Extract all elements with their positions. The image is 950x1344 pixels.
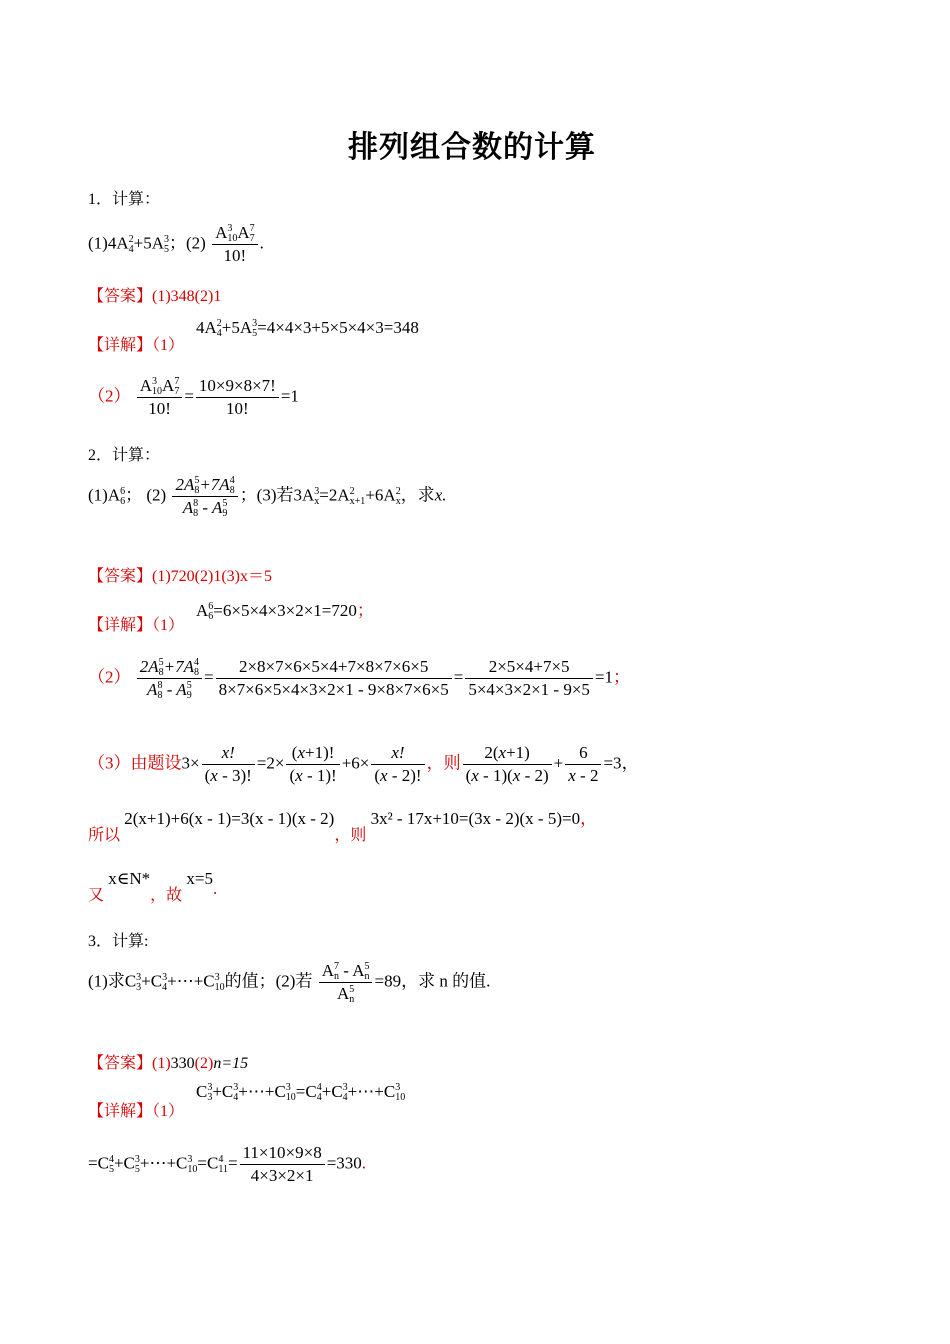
question-1-label: 1．计算： (88, 191, 161, 208)
question-3-label: 3．计算: (88, 933, 149, 950)
answer-1: 【答案】(1)348(2)1 (88, 288, 222, 305)
detail-2-equation-5: 又 x∈N*，故 x=5. (88, 869, 218, 904)
answer-3: 【答案】(1)330(2)n=15 (88, 1055, 249, 1072)
detail-2-equation-3: （3）由题设3× $\frac{x!}{(x - 3)!}$ =2× $\frac{(x+1)!}{(x - 1)!}$ +6× $\frac{x!}{(x - 2)!}$ ，则 $\frac{2(x+1)}{(x - 1)(x - 2)}$ + $\frac{6}{x - 2}$ =3， (88, 743, 639, 785)
question-1-expression: (1)4A 2 4 +5A 3 5 ；(2) A 3 10 A 7 7 10! . (88, 223, 264, 266)
detail-3-equation-1: C 3 3 +C 3 4 +⋯+C 3 10 =C 4 4 +C 3 4 +⋯+C 3 10 (196, 1082, 406, 1104)
detail-1-part-2: （2） A 3 10 A 7 7 10! = $\frac{10\times 9\times 8\times 7!}{10!}$ =1 (88, 376, 299, 419)
question-2-expression: (1)A 6 6 ； (2) 2A 5 8 +7A 4 8 A 8 8 - A 5 9 ；(3)若3A 3 x =2A 2 x+1 +6A 2 x ，求x. (88, 475, 447, 520)
question-2-label: 2．计算： (88, 447, 161, 464)
detail-2-equation-4: 所以 2(x+1)+6(x - 1)=3(x - 1)(x - 2)，则 3x² - 17x+10=(3x - 2)(x - 5)=0， (88, 809, 598, 844)
detail-1-tag: 【详解】（1） (88, 337, 185, 354)
question-3-expression: (1)求C 3 3 +C 3 4 +⋯+C 3 10 的值；(2)若 A 7 n - A 5 n A 5 n =89，求 n 的值. (88, 961, 491, 1006)
page-title: 排列组合数的计算 (348, 130, 596, 165)
detail-1-equation: 4A 2 4 +5A 3 5 =4×4×3+5×5×4×3=348 (196, 318, 419, 340)
detail-2-equation-1: A 6 6 =6×5×4×3×2×1=720； (196, 601, 374, 623)
answer-2: 【答案】(1)720(2)1(3)x＝5 (88, 568, 272, 585)
detail-2-equation-2: （2） 2A 5 8 +7A 4 8 A 8 8 - A 5 9 = $\frac{2\times 8\times 7\times 6\times 5\times 4+7\times 8\times 7\times 6\times 5}{8\times 7\times 6\times 5\times 4\times 3\times 2\times 1 - 9\times 8\times 7\times 6\times 5}$ = $\frac{2\times 5\times 4+7\times 5}{5\times 4\times 3\times 2\times 1 - 9\times 5}$ =1； (88, 657, 631, 702)
detail-3-equation-2: =C 4 5 +C 3 5 +⋯+C 3 10 =C 4 11 = $\frac{11\times 10\times 9\times 8}{4\times 3\times 2\times 1}$ =330. (88, 1143, 367, 1185)
detail-3-tag: 【详解】（1） (88, 1103, 185, 1120)
detail-2-tag: 【详解】（1） (88, 617, 185, 634)
